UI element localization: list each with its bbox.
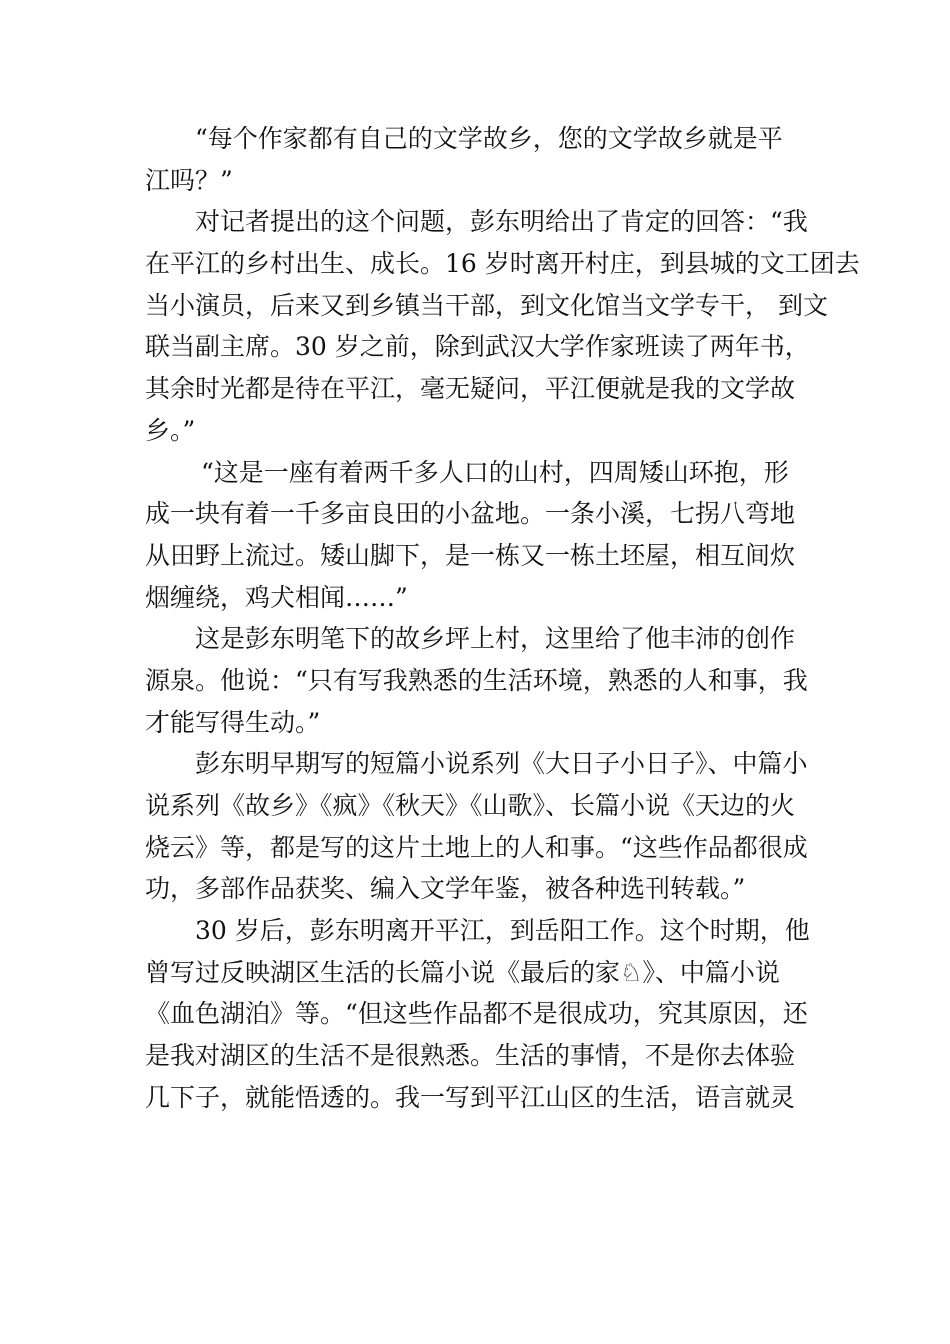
text-line: 30 岁后，彭东明离开平江，到岳阳工作。这个时期，他 bbox=[195, 916, 810, 946]
text-line: 几下子，就能悟透的。我一写到平江山区的生活，语言就灵 bbox=[145, 1082, 796, 1112]
text-line: 乡。” bbox=[145, 415, 196, 445]
paragraph-answer bbox=[145, 201, 860, 451]
text-line: 才能写得生动。” bbox=[145, 707, 321, 737]
text-line: 这是彭东明笔下的故乡坪上村，这里给了他丰沛的创作 bbox=[195, 624, 796, 654]
text-line: “这是一座有着两千多人口的山村，四周矮山环抱，形 bbox=[201, 457, 789, 487]
text-line: 烟缠绕，鸡犬相闻……” bbox=[145, 582, 408, 612]
text-line: 曾写过反映湖区生活的长篇小说《最后的家♘》、中篇小说 bbox=[145, 957, 780, 987]
text-line: 是我对湖区的生活不是很熟悉。生活的事情，不是你去体验 bbox=[145, 1041, 796, 1071]
text-line: 成一块有着一千多亩良田的小盆地。一条小溪，七拐八弯地 bbox=[145, 499, 796, 529]
text-line: 源泉。他说：“只有写我熟悉的生活环境，熟悉的人和事，我 bbox=[145, 665, 808, 695]
paragraph-later-works bbox=[145, 910, 810, 1118]
paragraph-question bbox=[145, 118, 810, 201]
paragraph-hometown bbox=[145, 618, 810, 743]
text-line: 江吗？” bbox=[145, 165, 233, 195]
text-line: 在平江的乡村出生、成长。16 岁时离开村庄，到县城的文工团去 bbox=[145, 249, 860, 279]
text-line: 当小演员，后来又到乡镇当干部，到文化馆当文学专干， 到文 bbox=[145, 290, 828, 320]
text-line: “每个作家都有自己的文学故乡，您的文学故乡就是平 bbox=[195, 124, 783, 153]
text-line: 其余时光都是待在平江，毫无疑问，平江便就是我的文学故 bbox=[145, 374, 796, 404]
text-line: 从田野上流过。矮山脚下，是一栋又一栋土坯屋，相互间炊 bbox=[145, 540, 796, 570]
text-line: 《血色湖泊》等。“但这些作品都不是很成功，究其原因，还 bbox=[145, 999, 808, 1029]
text-line: 对记者提出的这个问题，彭东明给出了肯定的回答：“我 bbox=[195, 207, 808, 237]
text-line: 功，多部作品获奖、编入文学年鉴，被各种选刊转载。” bbox=[145, 874, 746, 904]
text-line: 联当副主席。30 岁之前，除到武汉大学作家班读了两年书， bbox=[145, 332, 810, 362]
text-line: 彭东明早期写的短篇小说系列《大日子小日子》、中篇小 bbox=[195, 749, 808, 779]
paragraph-village-quote bbox=[145, 452, 810, 619]
text-line: 烧云》等，都是写的这片土地上的人和事。“这些作品都很成 bbox=[145, 832, 808, 862]
text-line: 说系列《故乡》《疯》《秋天》《山歌》、长篇小说《天边的火 bbox=[145, 791, 796, 820]
article-body bbox=[145, 118, 860, 1119]
paragraph-early-works bbox=[145, 743, 810, 910]
